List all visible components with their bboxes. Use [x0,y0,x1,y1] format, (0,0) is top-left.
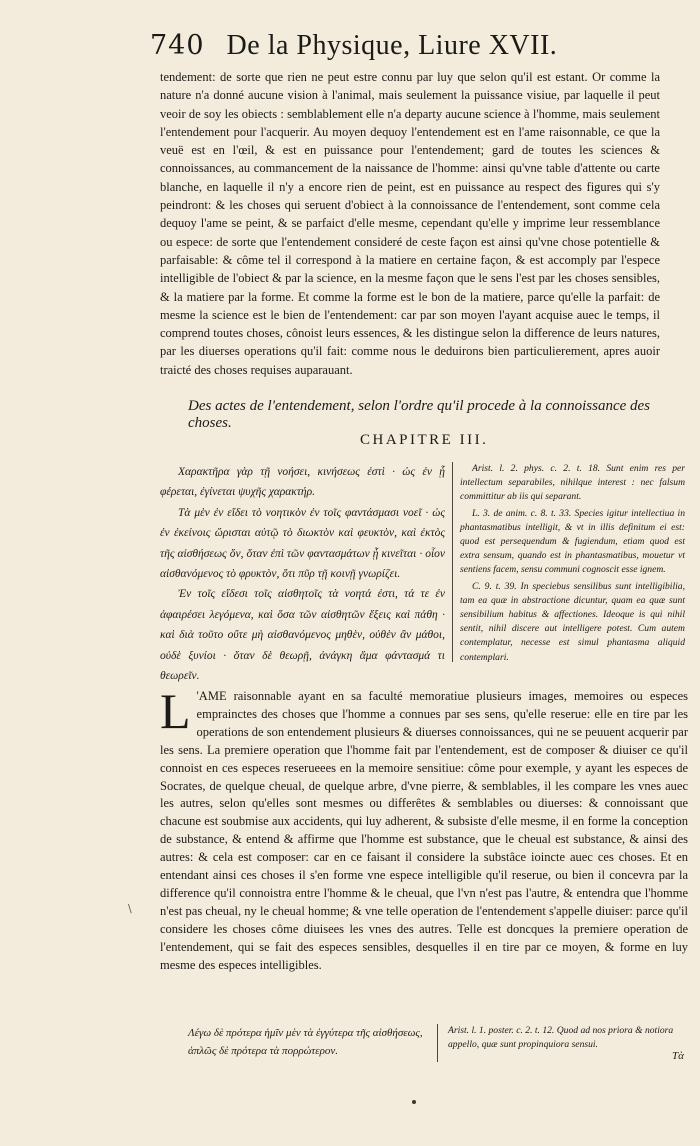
catchword: Τὰ [672,1050,684,1062]
greek-citation: Τὰ μὲν ἐν εἴδει τὸ νοητικὸν ἐν τοῖς φαντάσμασι νοεῖ · ὡς ἐν ἐκείνοις ὥρισται αὐτῷ τὸ διωκτὸν καὶ φευκτὸν, καὶ ἐκτὸς τῆς αἰσθήσεως ὄν, ὅταν ἐπὶ τῶν φαντασμάτων ᾖ κινεῖται · οἷον αἰσθανόμενος τὸ φρυκτὸν, ὅτι πῦρ τῇ κοινῇ γνωρίζει. [160,506,445,581]
page-header [150,30,670,70]
greek-citation-block [160,462,445,686]
running-title: De la Physique, Liure XVII. [226,30,558,61]
column-divider [452,462,453,662]
greek-citation-bottom: Λέγω δὲ πρότερα ἡμῖν μὲν τὰ ἐγγύτερα τῆς αἰσθήσεως, ἁπλῶς δὲ πρότερα τὰ πορρώτερον. [188,1027,423,1057]
body-text-top [160,68,660,379]
latin-note: C. 9. t. 39. In speciebus sensilibus sunt intelligibilia, tam ea quæ in abstractione dicuntur, quam ea quæ sunt sensibilium habitus & affectiones. Ideoque is qui nihil sentit, nihil discere aut intelligere potest. Cum autem contemplatur, necesse est simul phantasma aliquid contemplari. [460,580,685,663]
section-heading: Des actes de l'entendement, selon l'ordre qu'il procede à la connoissance des choses. [188,398,651,431]
greek-citation: Ἐν τοῖς εἴδεσι τοῖς αἰσθητοῖς τὰ νοητά ἐστι, τά τε ἐν ἀφαιρέσει λεγόμενα, καὶ ὅσα τῶν αἰσθητῶν ἕξεις καὶ πάθη · καὶ διὰ τοῦτο οὔτε μὴ αἰσθανόμενος μηθὲν, οὐθὲν ἂν μάθοι, οὐδὲ ξυνίοι · ὅταν δὲ θεωρῇ, ἀνάγκη ἅμα φάντασμά τι θεωρεῖν. [160,588,445,683]
chapter-title: CHAPITRE III. [360,432,489,448]
body-text-main [160,683,688,975]
paragraph-top: tendement: de sorte que rien ne peut estre connu par luy que selon qu'il est estant. Or comme la nature n'a donné aucune vision à l'animal, mais seulement la puissance visiue, par laquelle il peut veoir de soy les obiects : semblablement elle n'a departy aucune science à l'homme, mais seulement l'entendement pour l'acquerir. Au moyen dequoy l'entendement est en l'ame raisonnable, ce que la veuë est en l'œil, & est en puissance pour l'entendement; gard de toutes les sciences & connoissances, au commancement de la naissance de l'homme: ainsi qu'vne table d'attente ou carte blanche, en laquelle il n'y a encore rien de peint, est en puissance au respect des figures qui s'y peindront: & les choses qui seruent d'obiect à la connoissance de l'entendement, sont comme cela dequoy l'ame se peint, & se parfaict d'elle mesme, cependant qu'elle y imprime leur ressemblance ou espece: de sorte que l'entendement consideré de ceste façon est ainsi qu'vne chose potentielle & parfaisable: & côme tel il correspond à la matiere en certaine façon, & est accomply par l'espece intelligible de l'obiect & par la science, en la mesme façon que le sens l'est par les choses sensibles, & la matiere par la forme. Et comme la forme est le bon de la matiere, parce qu'elle la parfait: de mesme la science est le bien de l'entendement: car par son moyen l'ayant acquise auec le temps, il comprend toutes choses, cônoist leurs essences, & les distingue selon la difference de leurs natures, par les diuerses operations qu'il fait: comme nous le deduirons bien particulierement, apres auoir traicté des choses requises auparauant. [160,70,660,377]
paragraph-main-text: 'AME raisonnable ayant en sa faculté memoratiue plusieurs images, memoires ou especes emprainctes des choses que l'homme a connues par ses sens, qu'elle reserue: elle en tire par les operations de son entendement plusieurs & diuerses connoissances, qui ne se peuuent acquerir par les sens. La premiere operation que l'homme fait par l'entendement, est de composer & diuiser ce qu'il connoist en ces especes reserueees en la memoire sensitiue: côme pour exemple, y ayant les especes de Socrates, de quelque cheual, de quelque arbre, d'vne pierre, & semblables, il les compare les vnes auec les autres, selon qu'elles sont mesmes ou differêtes & semblables ou diuerses: & connoissant que chacune est soubmise aux accidents, qui luy adherent, & subsiste d'elle mesme, il en forme la conception de substance, & entend & affirme que l'homme est substance, que le cheual est substance, & ainsi des autres: & cela est composer: car en ce faisant il considere la substâce ioincte auec ces choses. Et en entendant ainsi ces choses il s'en forme vne espece intelligible qu'il reserue, ou bien il concevra par la difference qu'il connoistra entre l'homme & le cheual, que l'vn n'est pas l'autre, & entendra que l'homme n'est pas cheual, ny le cheual homme; & vne telle operation de l'entendement s'appelle diuiser: parce qu'il considere les choses côme diuisees les vnes des autres. Telle est doncques la premiere operation de l'entendement, qui se fait des especes sensibles, desquelles il en tire par ce moyen, & forme en luy mesme des especes intelligibles. [160,689,688,972]
page-number: 740 [150,30,205,61]
margin-mark: \ [128,902,132,915]
marginal-notes [460,462,685,667]
column-divider-bottom [437,1024,438,1062]
latin-note: L. 3. de anim. c. 8. t. 33. Species igitur intellectiua in phantasmatibus intelligit, & vt in illis definitum ei est: quod est persequendum & fugiendum, etiam quod est extra sensum, quando est in phantasmatibus, mouetur vt sentiens facem, sensu communi cognoscit esse ignem. [460,507,685,576]
ink-dot [412,1100,416,1104]
latin-note-bottom: Arist. l. 1. poster. c. 2. t. 12. Quod ad nos priora & notiora appello, quæ sunt propinquiora sensui. [448,1025,674,1051]
paragraph-main [160,683,688,975]
drop-cap: L [160,683,191,739]
latin-note: Arist. l. 2. phys. c. 2. t. 18. Sunt enim res per intellectum separabiles, nihilque interest : nec falsum committitur ab iis qui separant. [460,463,685,503]
greek-citation: Χαρακτῆρα γὰρ τῇ νοήσει, κινήσεως ἐστὶ · ὡς ἐν ᾗ φέρεται, ἐγίνεται ψυχῆς χαρακτήρ. [160,466,445,499]
